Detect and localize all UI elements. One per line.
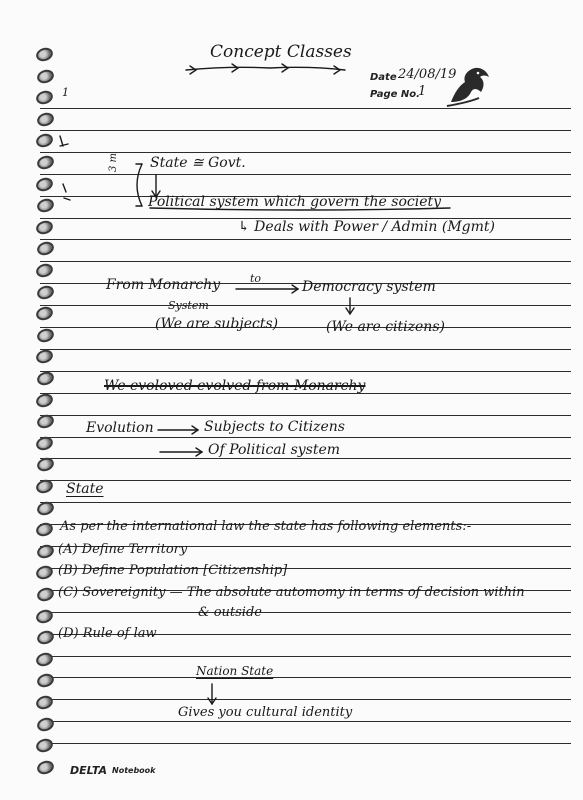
note-we-are-subjects: (We are subjects) — [155, 316, 279, 332]
element-b: (B) Define Population [Citizenship] — [58, 563, 288, 578]
page-no-label: Page No. — [370, 89, 420, 100]
element-a: (A) Define Territory — [58, 542, 188, 557]
note-we-are-citizens: (We are citizens) — [326, 319, 445, 335]
note-international-law: As per the international law the state has following elements:- — [60, 519, 472, 534]
note-nation-state: Nation State — [196, 664, 274, 678]
date-label: Date — [370, 72, 397, 83]
note-state-heading: State — [66, 481, 104, 497]
side-label: 3 m — [108, 152, 119, 172]
element-d: (D) Rule of law — [58, 626, 157, 641]
date-value: 24/08/19 — [398, 67, 457, 82]
note-political-system: Political system which govern the society — [148, 194, 442, 210]
element-c: (C) Sovereignity — The absolute automomy in terms of decision within — [58, 585, 525, 600]
note-deals-with: ↳ Deals with Power / Admin (Mgmt) — [238, 219, 495, 235]
note-of-political-system: Of Political system — [208, 442, 341, 458]
note-system-label: System — [168, 299, 209, 312]
brand-subtitle: Notebook — [112, 766, 156, 775]
element-c-continued: & outside — [198, 605, 262, 620]
page-title: Concept Classes — [210, 42, 352, 62]
note-evolution: Evolution — [86, 420, 154, 436]
note-subjects-to-citizens: Subjects to Citizens — [204, 419, 345, 435]
note-state-govt: State ≅ Govt. — [150, 155, 246, 171]
margin-note: 1 — [62, 86, 69, 99]
brand-name: DELTA — [70, 764, 107, 777]
note-to-label: to — [250, 272, 262, 285]
note-from-monarchy: From Monarchy — [106, 277, 221, 293]
note-cultural-identity: Gives you cultural identity — [178, 705, 353, 720]
note-evolved-struck: We evoloved evolved from Monarchy — [104, 378, 366, 394]
note-democracy-system: Democracy system — [302, 279, 436, 295]
page-no-value: 1 — [418, 84, 427, 99]
